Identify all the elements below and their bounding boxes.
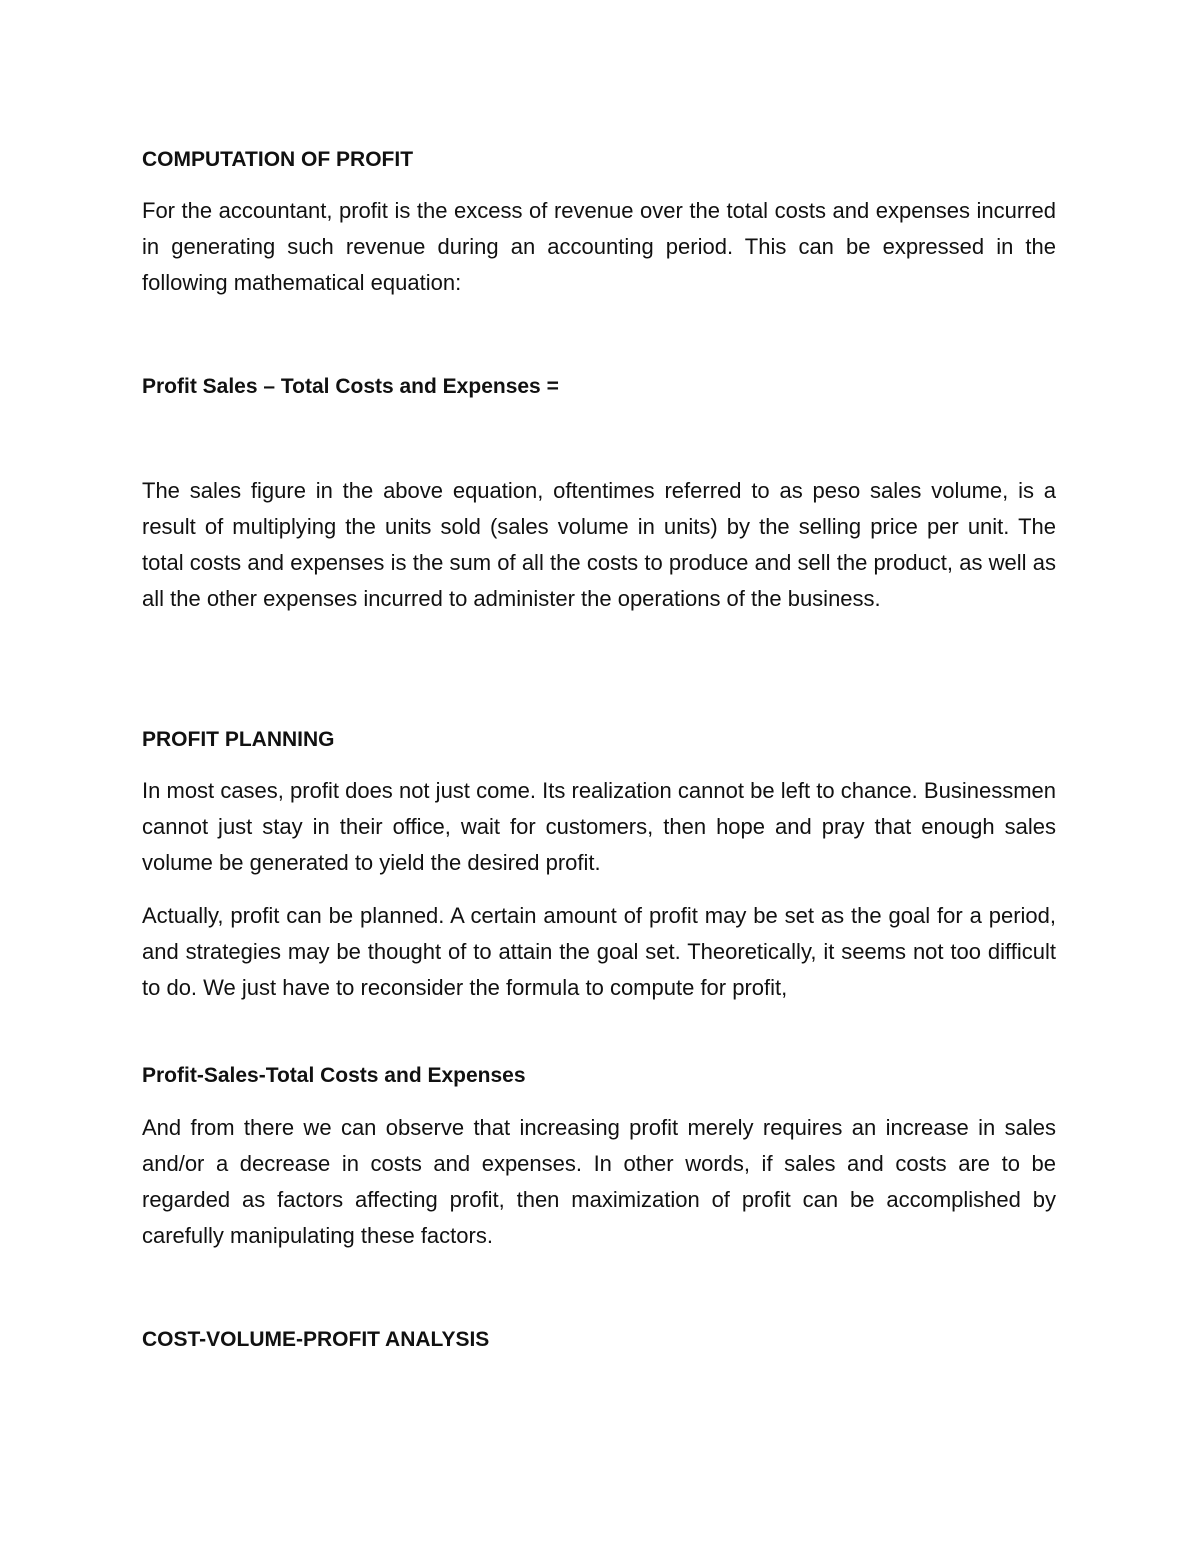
heading-profit-planning: PROFIT PLANNING: [142, 728, 335, 751]
profit-equation: Profit Sales – Total Costs and Expenses =: [142, 375, 559, 398]
paragraph-profit-planned: Actually, profit can be planned. A certain amount of profit may be set as the goal for a period, and strategies may be thought of to attain the goal set. Theoretically, it seems not too difficult to do. We just have to reconsider the formula to compute for profit,: [142, 903, 1056, 1000]
profit-formula: Profit-Sales-Total Costs and Expenses: [142, 1064, 526, 1087]
paragraph-profit-realization: In most cases, profit does not just come. Its realization cannot be left to chance. Businessmen cannot just stay in their office, wait for customers, then hope and pray that enough sales volume be generated to yield the desired profit.: [142, 778, 1056, 875]
paragraph-profit-definition: For the accountant, profit is the excess of revenue over the total costs and expenses incurred in generating such revenue during an accounting period. This can be expressed in the following mathematical equation:: [142, 198, 1056, 295]
paragraph-sales-figure: The sales figure in the above equation, oftentimes referred to as peso sales volume, is a result of multiplying the units sold (sales volume in units) by the selling price per unit. The total costs and expenses is the sum of all the costs to produce and sell the product, as well as all the other expenses incurred to administer the operations of the business.: [142, 478, 1056, 611]
heading-cost-volume-profit-analysis: COST-VOLUME-PROFIT ANALYSIS: [142, 1328, 490, 1351]
paragraph-increasing-profit: And from there we can observe that increasing profit merely requires an increase in sales and/or a decrease in costs and expenses. In other words, if sales and costs are to be regarded as factors affecting profit, then maximization of profit can be accomplished by carefully manipulating these factors.: [142, 1115, 1056, 1248]
heading-computation-of-profit: COMPUTATION OF PROFIT: [142, 148, 414, 171]
